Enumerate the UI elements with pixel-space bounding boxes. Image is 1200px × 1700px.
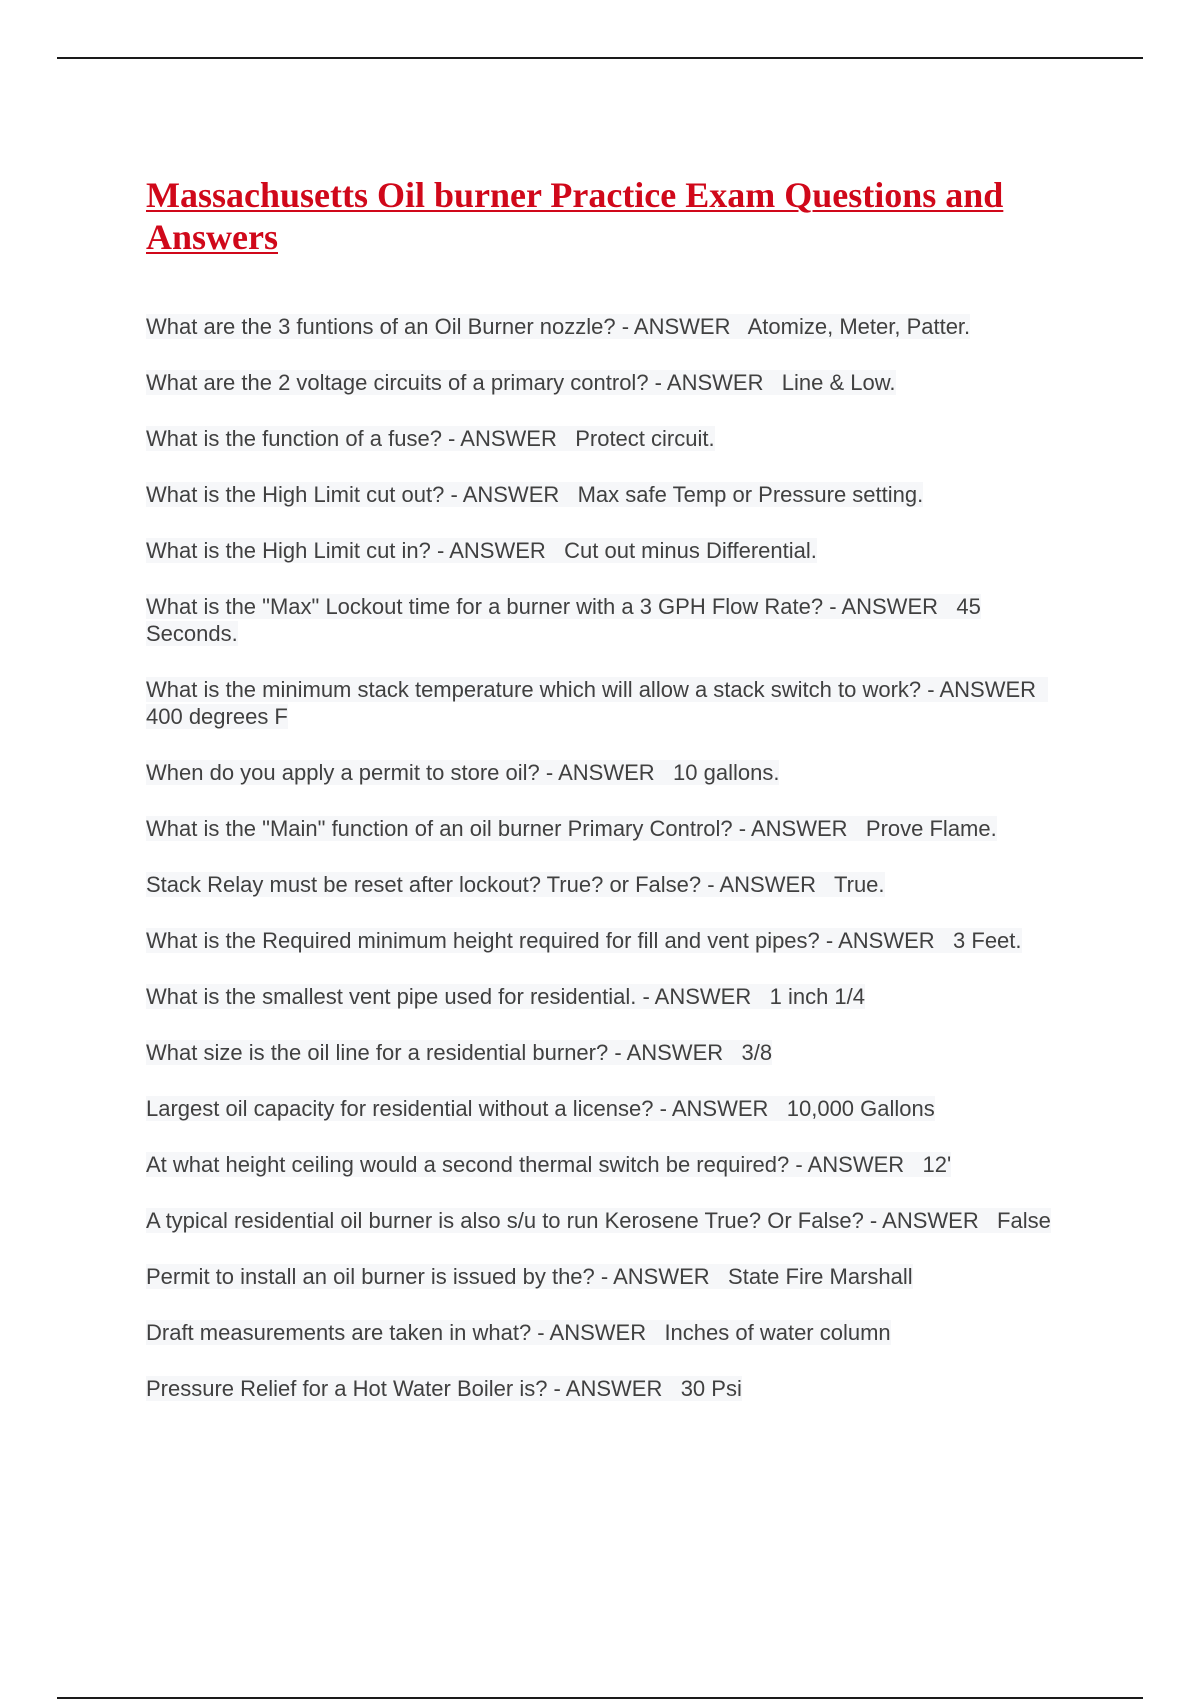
qa-question: Draft measurements are taken in what? - ANSWER: [146, 1320, 647, 1345]
qa-item: [146, 871, 1066, 898]
qa-item: [146, 1319, 1066, 1346]
qa-item: [146, 927, 1066, 954]
document-body: [146, 174, 1066, 1431]
qa-text: [146, 677, 1048, 729]
qa-question: What is the smallest vent pipe used for residential. - ANSWER: [146, 984, 752, 1009]
qa-item: [146, 537, 1066, 564]
qa-text: [146, 1096, 935, 1121]
qa-answer: Prove Flame.: [865, 816, 997, 841]
bottom-rule: [57, 1697, 1143, 1699]
document-title: Massachusetts Oil burner Practice Exam Questions and Answers: [146, 175, 1004, 257]
qa-list: [146, 313, 1066, 1402]
qa-text: [146, 538, 817, 563]
qa-text: [146, 370, 896, 395]
top-rule: [57, 57, 1143, 59]
qa-question: What is the Required minimum height required for fill and vent pipes? - ANSWER: [146, 928, 935, 953]
qa-text: [146, 426, 715, 451]
qa-answer: 400 degrees F: [146, 704, 288, 729]
qa-text: [146, 314, 970, 339]
qa-question: Pressure Relief for a Hot Water Boiler is? - ANSWER: [146, 1376, 663, 1401]
qa-question: Stack Relay must be reset after lockout? True? or False? - ANSWER: [146, 872, 817, 897]
qa-text: [146, 482, 923, 507]
qa-answer: 45 Seconds.: [146, 594, 981, 646]
qa-item: [146, 313, 1066, 340]
qa-question: What is the High Limit cut in? - ANSWER: [146, 538, 546, 563]
qa-answer: 1 inch 1/4: [769, 984, 865, 1009]
qa-answer: 3 Feet.: [953, 928, 1022, 953]
qa-item: [146, 983, 1066, 1010]
qa-item: [146, 676, 1066, 730]
qa-item: [146, 369, 1066, 396]
qa-question: What is the minimum stack temperature which will allow a stack switch to work? - ANSWER: [146, 677, 1037, 702]
qa-answer: Cut out minus Differential.: [564, 538, 817, 563]
qa-text: [146, 760, 779, 785]
qa-answer: 10,000 Gallons: [786, 1096, 935, 1121]
qa-text: [146, 1040, 772, 1065]
qa-question: What are the 2 voltage circuits of a primary control? - ANSWER: [146, 370, 764, 395]
qa-text: [146, 816, 997, 841]
qa-item: [146, 1095, 1066, 1122]
qa-item: [146, 425, 1066, 452]
qa-answer: True.: [834, 872, 885, 897]
qa-text: [146, 1320, 891, 1345]
qa-answer: 12': [922, 1152, 952, 1177]
qa-text: [146, 872, 885, 897]
qa-answer: Protect circuit.: [575, 426, 715, 451]
qa-text: [146, 1152, 951, 1177]
qa-question: What is the "Main" function of an oil burner Primary Control? - ANSWER: [146, 816, 848, 841]
qa-item: [146, 759, 1066, 786]
qa-text: [146, 1208, 1051, 1233]
qa-text: [146, 984, 865, 1009]
qa-answer: Line & Low.: [781, 370, 896, 395]
qa-item: [146, 1263, 1066, 1290]
qa-question: At what height ceiling would a second thermal switch be required? - ANSWER: [146, 1152, 905, 1177]
qa-question: A typical residential oil burner is also s/u to run Kerosene True? Or False? - ANSWER: [146, 1208, 979, 1233]
qa-answer: False: [997, 1208, 1051, 1233]
qa-item: [146, 1375, 1066, 1402]
qa-item: [146, 593, 1066, 647]
qa-question: When do you apply a permit to store oil? - ANSWER: [146, 760, 655, 785]
qa-question: What size is the oil line for a residential burner? - ANSWER: [146, 1040, 724, 1065]
qa-question: What is the "Max" Lockout time for a burner with a 3 GPH Flow Rate? - ANSWER: [146, 594, 939, 619]
qa-question: What is the High Limit cut out? - ANSWER: [146, 482, 560, 507]
qa-text: [146, 928, 1022, 953]
qa-answer: Max safe Temp or Pressure setting.: [577, 482, 924, 507]
qa-item: [146, 1151, 1066, 1178]
qa-item: [146, 815, 1066, 842]
qa-answer: 3/8: [741, 1040, 773, 1065]
qa-answer: 30 Psi: [680, 1376, 742, 1401]
qa-text: [146, 594, 981, 646]
qa-question: What is the function of a fuse? - ANSWER: [146, 426, 557, 451]
qa-answer: State Fire Marshall: [728, 1264, 913, 1289]
qa-item: [146, 481, 1066, 508]
qa-answer: Atomize, Meter, Patter.: [747, 314, 971, 339]
qa-item: [146, 1039, 1066, 1066]
qa-question: Permit to install an oil burner is issued by the? - ANSWER: [146, 1264, 710, 1289]
qa-question: What are the 3 funtions of an Oil Burner nozzle? - ANSWER: [146, 314, 731, 339]
qa-question: Largest oil capacity for residential without a license? - ANSWER: [146, 1096, 769, 1121]
qa-answer: Inches of water column: [664, 1320, 891, 1345]
qa-text: [146, 1376, 742, 1401]
qa-answer: 10 gallons.: [673, 760, 780, 785]
qa-item: [146, 1207, 1066, 1234]
qa-text: [146, 1264, 913, 1289]
